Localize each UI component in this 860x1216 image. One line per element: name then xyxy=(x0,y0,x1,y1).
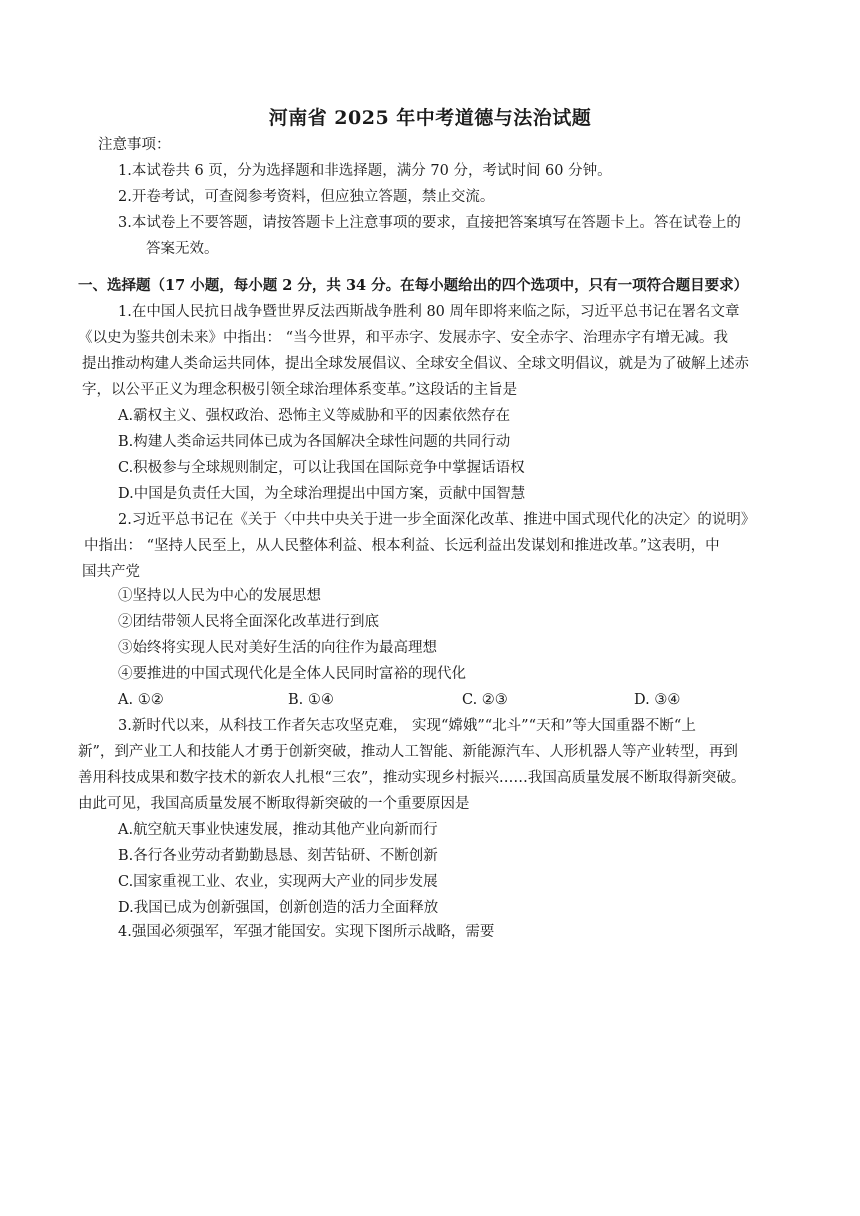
q1-stem-line: 《以史为鉴共创未来》中指出： “当今世界，和平赤字、发展赤字、安全赤字、治理赤字有增无减。我 xyxy=(78,330,729,346)
notice-heading: 注意事项： xyxy=(98,137,171,153)
q2-option-b: B. ①④ xyxy=(288,692,334,708)
q2-statement-2: ②团结带领人民将全面深化改革进行到底 xyxy=(118,614,379,630)
q1-stem-line: 1.在中国人民抗日战争暨世界反法西斯战争胜利 80 周年即将来临之际，习近平总书记在署名文章 xyxy=(118,304,740,320)
q2-option-a: A. ①② xyxy=(118,692,164,708)
q1-stem-line: 提出推动构建人类命运共同体，提出全球发展倡议、全球安全倡议、全球文明倡议，就是为了破解上述赤 xyxy=(82,356,749,372)
q2-option-d: D. ③④ xyxy=(634,692,681,708)
q4-stem-line: 4.强国必须强军，军强才能国安。实现下图所示战略，需要 xyxy=(118,924,495,940)
q3-stem-line: 由此可见，我国高质量发展不断取得新突破的一个重要原因是 xyxy=(78,796,470,812)
notice-item: 1.本试卷共 6 页，分为选择题和非选择题，满分 70 分，考试时间 60 分钟。 xyxy=(118,163,612,179)
q2-statement-4: ④要推进的中国式现代化是全体人民同时富裕的现代化 xyxy=(118,666,466,682)
q3-option-c: C.国家重视工业、农业，实现两大产业的同步发展 xyxy=(118,874,438,890)
q2-statement-1: ①坚持以人民为中心的发展思想 xyxy=(118,588,321,604)
q1-option-d: D.中国是负责任大国，为全球治理提出中国方案，贡献中国智慧 xyxy=(118,486,526,502)
q3-option-d: D.我国已成为创新强国，创新创造的活力全面释放 xyxy=(118,900,439,916)
q2-option-c: C. ②③ xyxy=(462,692,508,708)
q3-option-b: B.各行各业劳动者勤勤恳恳、刻苦钻研、不断创新 xyxy=(118,848,438,864)
notice-item-continued: 答案无效。 xyxy=(146,241,219,257)
q1-option-c: C.积极参与全球规则制定，可以让我国在国际竞争中掌握话语权 xyxy=(118,460,525,476)
q3-option-a: A.航空航天事业快速发展，推动其他产业向新而行 xyxy=(118,822,438,838)
q1-option-a: A.霸权主义、强权政治、恐怖主义等威胁和平的因素依然存在 xyxy=(118,408,511,424)
q1-stem-line: 字，以公平正义为理念积极引领全球治理体系变革。”这段话的主旨是 xyxy=(82,382,518,398)
notice-item: 2.开卷考试，可查阅参考资料，但应独立答题，禁止交流。 xyxy=(118,189,495,205)
q2-stem-line: 2.习近平总书记在《关于〈中共中央关于进一步全面深化改革、推进中国式现代化的决定〉的说明》 xyxy=(118,512,756,528)
section-heading: 一、选择题（17 小题，每小题 2 分，共 34 分。在每小题给出的四个选项中，只有一项符合题目要求） xyxy=(78,277,749,294)
q2-statement-3: ③始终将实现人民对美好生活的向往作为最高理想 xyxy=(118,640,437,656)
page-title: 河南省 2025 年中考道德与法治试题 xyxy=(268,107,592,129)
q2-stem-line: 国共产党 xyxy=(82,564,140,580)
q3-stem-line: 新”，到产业工人和技能人才勇于创新突破，推动人工智能、新能源汽车、人形机器人等产业转型，再到 xyxy=(78,744,738,760)
q1-option-b: B.构建人类命运共同体已成为各国解决全球性问题的共同行动 xyxy=(118,434,511,450)
notice-item: 3.本试卷上不要答题，请按答题卡上注意事项的要求，直接把答案填写在答题卡上。答在试卷上的 xyxy=(118,215,741,231)
q2-stem-line: 中指出： “坚持人民至上，从人民整体利益、根本利益、长远利益出发谋划和推进改革。”这表明，中 xyxy=(84,538,720,554)
q3-stem-line: 善用科技成果和数字技术的新农人扎根“三农”，推动实现乡村振兴……我国高质量发展不断取得新突破。 xyxy=(78,770,746,786)
q3-stem-line: 3.新时代以来，从科技工作者矢志攻坚克难， 实现“嫦娥”“北斗”“天和”等大国重器不断“上 xyxy=(118,718,696,734)
